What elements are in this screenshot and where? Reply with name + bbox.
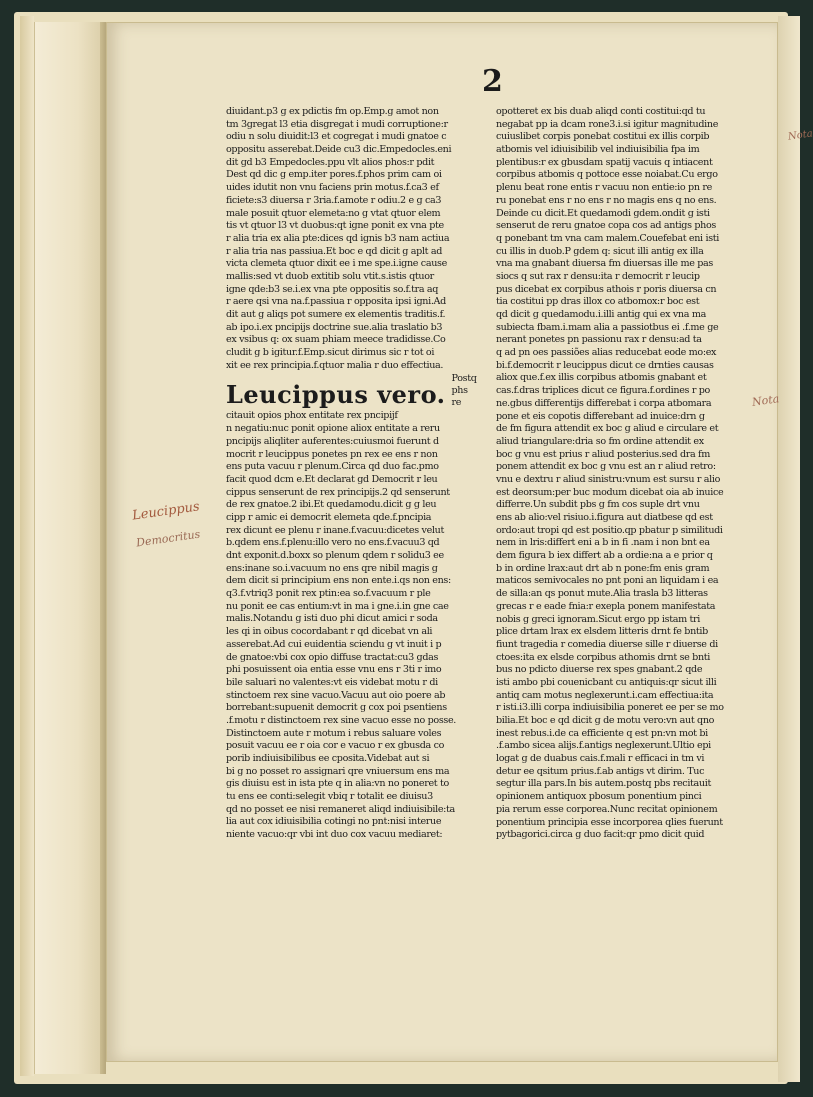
text-line: segtur illa pars.In bis autem.postq pbs recitauit: [496, 778, 711, 790]
text-line: bi.f.democrit r leucippus dicut ce drnties causas: [496, 359, 714, 371]
text-line: ponem attendit ex boc g vnu est an r aliud retro:: [496, 461, 716, 473]
text-line: stinctoem rex sine vacuo.Vacuu aut oio poere ab: [226, 689, 446, 701]
facing-page-edge: [778, 16, 800, 1082]
text-line: nerant ponetes pn passionu rax r densu:ad ta: [496, 334, 702, 346]
text-line: logat g de duabus cais.f.mali r efficaci in tm vi: [496, 753, 705, 765]
margin-note-leucippus: Leucippus: [131, 499, 201, 524]
folio-number: 2: [482, 64, 503, 99]
text-line: ficiete:s3 diuersa r 3ria.f.amote r odiu.2 e g ca3: [226, 194, 442, 206]
text-line: siocs q sut rax r densu:ita r democrit r leucip: [496, 270, 700, 282]
text-line: r alia tria ex alia pte:dices qd ignis b3 nam actiua: [226, 232, 450, 244]
left-column-upper: [226, 106, 474, 372]
text-line: dit aut g aliqs pot sumere ex elementis traditis.f.: [226, 309, 446, 320]
text-line: facit quod dcm e.Et declarat gd Democrit r leu: [226, 473, 438, 485]
text-line: r alia tria nas passiua.Et boc e qd dicit g aplt ad: [226, 245, 443, 257]
right-column-body: [496, 106, 744, 842]
text-line: tm 3gregat l3 etia disgregat i mudi corruptione:r: [226, 118, 448, 130]
text-line: malis.Notandu g isti duo phi dicut amici r soda: [226, 613, 438, 625]
text-line: cippus senserunt de rex principijs.2 qd senserunt: [226, 486, 450, 498]
text-line: bile saluari no valentes:vt eis videbat motu r di: [226, 676, 438, 688]
text-line: detur ee qsitum prius.f.ab antigs vt dirim. Tuc: [496, 765, 705, 777]
text-line: oppositu asserebat.Deide cu3 dic.Empedocles.eni: [226, 144, 452, 156]
text-line: les qi in oibus cocordabant r qd dicebat vn ali: [226, 626, 433, 638]
text-line: ens ab alio:vel risiuo.i.figura aut diatbese qd est: [496, 512, 713, 523]
text-line: ens:inane so.i.vacuum no ens qre nibil magis g: [226, 562, 438, 574]
text-line: pytbagorici.circa g duo facit:qr pmo dicit quid: [496, 829, 705, 841]
text-line: corpibus atbomis q pottoce esse noiabat.Cu ergo: [496, 169, 718, 181]
text-line: ens puta vacuu r plenum.Circa qd duo fac.pmo: [226, 461, 439, 473]
text-line: bilia.Et boc e qd dicit g de motu vero:vn aut qno: [496, 715, 715, 726]
text-line: aliud triangulare:dria so fm ordine attendit ex: [496, 435, 704, 447]
text-line: maticos semivocales no pnt poni an liquidam i ea: [496, 575, 719, 587]
text-line: q ad pn oes passiões alias reducebat eode mo:ex: [496, 347, 717, 359]
text-line: igne qde:b3 se.i.ex vna pte oppositis so.f.tra aq: [226, 283, 439, 295]
heading-suffix-line: Postq: [451, 373, 477, 385]
text-line: boc g vnu est prius r aliud posterius.sed dra fm: [496, 448, 710, 460]
text-line: qd dicit g quedamodu.i.illi antig qui ex vna ma: [496, 309, 706, 320]
text-column-right: [496, 106, 744, 842]
text-line: differre.Un subdit pbs g fm cos suple drt vnu: [496, 499, 700, 511]
heading-suffix-line: phs re: [451, 385, 468, 409]
text-line: niente vacuo:qr vbi int duo cox vacuu mediaret:: [226, 829, 443, 841]
text-line: asserebat.Ad cui euidentia sciendu g vt inuit i p: [226, 638, 442, 650]
text-line: r isti.i3.illi corpa indiuisibilia poneret ee per se mo: [496, 702, 724, 714]
text-line: ctoes:ita ex elsde corpibus athomis drnt se bnti: [496, 651, 711, 663]
text-line: antiq cam motus neglexerunt.i.cam effectiua:ita: [496, 689, 714, 701]
text-line: aliox que.f.ex illis corpibus atbomis gnabant et: [496, 372, 707, 384]
text-line: opotteret ex bis duab aliqd conti costitui:qd tu: [496, 106, 706, 117]
text-line: bus no pdicto diuerse rex spes gnabant.2 qde: [496, 664, 703, 676]
heading-suffix: [452, 373, 477, 409]
text-line: Deinde cu dicit.Et quedamodi gdem.ondit g isti: [496, 207, 710, 219]
text-line: est deorsum:per buc modum dicebat oia ab inuice: [496, 486, 724, 498]
text-line: uides idutit non vnu faciens prin motus.f.ca3 ef: [226, 182, 439, 194]
text-line: .f.ambo sicea alijs.f.antigs neglexerunt.Ultio epi: [496, 740, 711, 752]
text-line: dem dicit si principium ens non ente.i.qs non ens:: [226, 575, 451, 587]
text-line: atbomis vel idiuisibilib vel indiuisibilia fpa im: [496, 144, 700, 156]
text-line: ordo:aut tropi qd est positio.qp pbatur p similitudi: [496, 524, 723, 536]
text-line: negabat pp ia dcam rone3.i.si igitur magnitudine: [496, 118, 719, 130]
left-column-lower: [226, 410, 474, 841]
text-line: dnt exponit.d.boxx so plenum qdem r solidu3 ee: [226, 550, 444, 561]
margin-note-far-right: Nota: [787, 128, 813, 143]
text-line: citauit opios phox entitate rex pncipijf: [226, 410, 398, 422]
cover-edge: [20, 16, 34, 1076]
text-line: nu ponit ee cas entium:vt in ma i gne.i.in gne cae: [226, 600, 449, 612]
text-line: odiu n solu diuidit:l3 et cogregat i mudi gnatoe c: [226, 131, 447, 143]
text-line: cludit g b igitur.f.Emp.sicut dirimus sic r tot oi: [226, 347, 435, 359]
text-line: cipp r amic ei democrit elemeta qde.f.pncipia: [226, 511, 432, 523]
text-line: pone et eis copotis differebant ad inuice:drn g: [496, 410, 705, 422]
text-line: mocrit r leucippus ponetes pn rex ee ens r non: [226, 448, 438, 460]
text-line: cuiuslibet corpis ponebat costitui ex illis corpib: [496, 131, 710, 143]
text-line: b.qdem ens.f.plenu:illo vero no ens.f.vacuu3 qd: [226, 537, 440, 549]
text-line: nobis g greci ignoram.Sicut ergo pp istam tri: [496, 613, 700, 625]
section-heading: Leucippus vero.: [226, 380, 446, 410]
text-line: vnu e dextru r aliud sinistru:vnum est sursu r alio: [496, 473, 721, 485]
text-line: dem figura b iex differt ab a ordie:na a e prior q: [496, 550, 713, 562]
text-line: Dest qd dic g emp.iter pores.f.phos prim cam oi: [226, 169, 442, 181]
page-stack: [34, 22, 106, 1074]
text-line: rex dicunt ee plenu r inane.f.vacuu:dicetes velut: [226, 524, 444, 536]
text-line: posuit vacuu ee r oia cor e vacuo r ex gbusda co: [226, 740, 445, 752]
text-line: inest rebus.i.de ca efficiente q est pn:vn mot bi: [496, 727, 708, 739]
text-line: plice drtam lrax ex elsdem litteris drnt fe bntib: [496, 626, 708, 638]
text-line: isti ambo pbi couenicbant cu antiquis:qr sicut illi: [496, 676, 717, 688]
text-line: borrebant:supuenit democrit g cox poi psentiens: [226, 702, 447, 714]
text-line: mallis:sed vt duob extitib solu vtit.s.istis qtuor: [226, 270, 434, 282]
text-line: r aere qsi vna na.f.passiua r opposita ipsi igni.Ad: [226, 296, 446, 308]
text-line: b in ordine lrax:aut drt ab n pone:fm enis gram: [496, 562, 710, 574]
text-column-left: [226, 106, 477, 842]
text-line: plenu beat rone entis r vacuu non entie:io pn re: [496, 182, 712, 194]
text-line: ne.gbus differentijs differebat i corpa atbomara: [496, 397, 712, 409]
text-line: ponentium principia esse incorporea qlies fuerunt: [496, 816, 723, 828]
text-line: xit ee rex principia.f.qtuor malia r duo effectiua.: [226, 359, 444, 371]
text-line: q3.f.vtriq3 ponit rex ptin:ea so.f.vacuum r ple: [226, 588, 431, 600]
text-line: phi posuissent oia entia esse vnu ens r 3ti r imo: [226, 664, 442, 676]
text-line: gis diuisu est in ista pte q in alia:vn no poneret to: [226, 778, 449, 790]
text-line: pia rerum esse corporea.Nunc recitat opinionem: [496, 803, 718, 815]
text-line: de rex gnatoe.2 ibi.Et quedamodu.dicit g g leu: [226, 499, 437, 511]
text-line: tia costitui pp dras illox co atbomox:r boc est: [496, 296, 700, 308]
text-line: senserut de reru gnatoe copa cos ad antigs phos: [496, 220, 716, 232]
text-line: n negatiu:nuc ponit opione aliox entitate a reru: [226, 423, 440, 435]
text-line: porib indiuisibilibus ee cposita.Videbat aut si: [226, 753, 430, 764]
text-line: opinionem antiquox pbosum ponentium pinci: [496, 791, 702, 803]
text-line: ex vsibus q: ox suam phiam meece tradidisse.Co: [226, 334, 446, 346]
text-line: tis vt qtuor l3 vt duobus:qt igne ponit ex vna pte: [226, 220, 444, 232]
text-line: grecas r e eade fnia:r exepla ponem manifestata: [496, 600, 716, 612]
text-line: ab ipo.i.ex pncipijs doctrine sue.alia traslatio b3: [226, 321, 443, 333]
text-line: vna ma gnabant diuersa fm diuersas ille me pas: [496, 258, 713, 270]
margin-note-democritus: Democritus: [135, 527, 202, 550]
text-line: Distinctoem aute r motum i rebus saluare voles: [226, 727, 442, 739]
text-line: .f.motu r distinctoem rex sine vacuo esse no posse.: [226, 714, 456, 726]
text-line: bi g no posset ro assignari qre vniuersum ens ma: [226, 765, 450, 777]
text-line: ru ponebat ens r no ens r no magis ens q no ens.: [496, 194, 717, 206]
text-line: de gnatoe:vbi cox opio diffuse tractat:cu3 gdas: [226, 651, 439, 663]
text-line: nem in lris:differt eni a b in fi .nam i non bnt ea: [496, 537, 710, 549]
text-line: pus dicebat ex corpibus athois r poris diuersa cn: [496, 283, 717, 295]
text-line: de fm figura attendit ex boc g aliud e circulare et: [496, 423, 719, 435]
text-line: dit gd b3 Empedocles.ppu vlt alios phos:r pdit: [226, 156, 435, 168]
text-line: q ponebant tm vna cam malem.Couefebat eni isti: [496, 232, 719, 244]
text-line: pncipijs aliqliter auferentes:cuiusmoi fuerunt d: [226, 435, 439, 447]
text-line: cas.f.dras triplices dicut ce figura.f.ordines r po: [496, 385, 710, 397]
text-line: tu ens ee conti:selegit vbiq r totalit ee diuisu3: [226, 791, 433, 803]
text-line: plentibus:r ex gbusdam spatij vacuis q intiacent: [496, 156, 713, 168]
text-line: subiecta fbam.i.mam alia a passiotbus ei .f.me ge: [496, 321, 719, 333]
text-line: male posuit qtuor elemeta:no g vtat qtuor elem: [226, 207, 441, 219]
text-line: de silla:an qs ponut mute.Alia trasla b3 litteras: [496, 588, 708, 600]
text-line: qd no posset ee nisi remaneret aliqd indiuisibile:ta: [226, 803, 455, 815]
text-line: cu illis in duob.P gdem q: sicut illi antig ex illa: [496, 245, 704, 257]
text-line: fiunt tragedia r comedia diuerse sille r diuerse di: [496, 638, 718, 650]
text-line: lia aut cox idiuisibilia cotingi no pnt:nisi interue: [226, 816, 442, 828]
text-line: diuidant.p3 g ex pdictis fm op.Emp.g amot non: [226, 106, 439, 117]
section-heading-row: [226, 373, 477, 410]
margin-note-right: Nota: [751, 392, 781, 409]
text-line: victa clemeta qtuor dixit ee i me spe.i.igne cause: [226, 258, 447, 270]
